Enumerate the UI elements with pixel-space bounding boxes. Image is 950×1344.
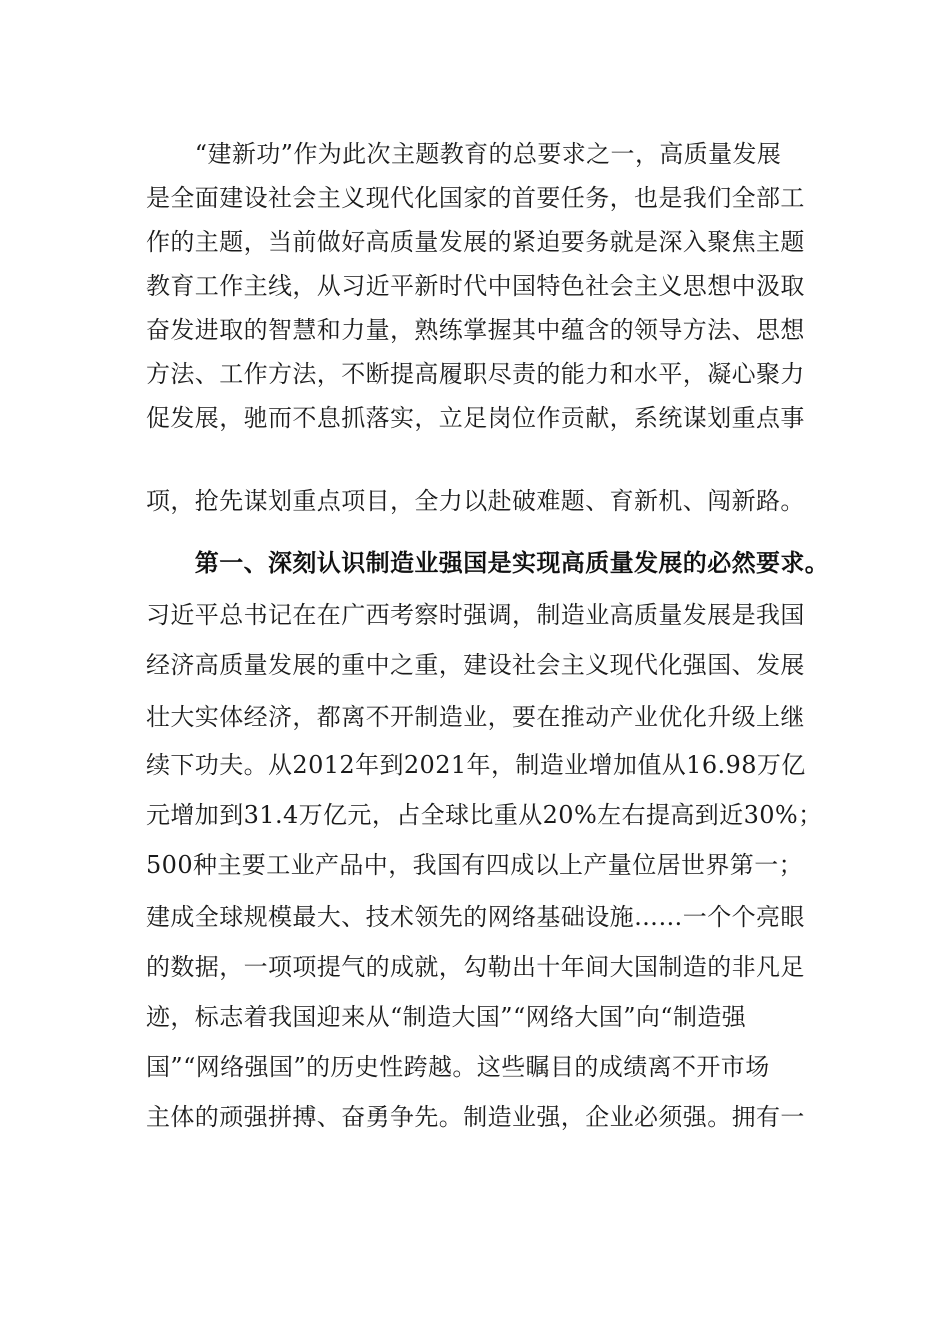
paragraph-2-line: 习近平总书记在在广西考察时强调，制造业高质量发展是我国 xyxy=(146,601,805,629)
paragraph-2-line: 的数据，一项项提气的成就，勾勒出十年间大国制造的非凡足 xyxy=(146,953,805,981)
paragraph-2-line: 国”“网络强国”的历史性跨越。这些瞩目的成绩离不开市场 xyxy=(146,1053,770,1081)
paragraph-1-line: 奋发进取的智慧和力量，熟练掌握其中蕴含的领导方法、思想 xyxy=(146,316,805,344)
paragraph-2-line: 壮大实体经济，都离不开制造业，要在推动产业优化升级上继 xyxy=(146,703,805,731)
paragraph-1-line: 方法、工作方法，不断提高履职尽责的能力和水平，凝心聚力 xyxy=(146,360,805,388)
paragraph-2-line: 500种主要工业产品中，我国有四成以上产量位居世界第一； xyxy=(146,851,804,879)
section-heading: 第一、深刻认识制造业强国是实现高质量发展的必然要求。 xyxy=(146,548,830,577)
paragraph-2-line: 主体的顽强拼搏、奋勇争先。制造业强，企业必须强。拥有一 xyxy=(146,1103,805,1131)
paragraph-1-line: 作的主题，当前做好高质量发展的紧迫要务就是深入聚焦主题 xyxy=(146,228,805,256)
paragraph-2-line: 续下功夫。从2012年到2021年，制造业增加值从16.98万亿 xyxy=(146,751,806,779)
paragraph-1-line: 促发展，驰而不息抓落实，立足岗位作贡献，系统谋划重点事 xyxy=(146,404,805,432)
paragraph-2-line: 经济高质量发展的重中之重，建设社会主义现代化强国、发展 xyxy=(146,651,805,679)
paragraph-2-line: 元增加到31.4万亿元，占全球比重从20%左右提高到近30%； xyxy=(146,801,823,829)
paragraph-2-line: 建成全球规模最大、技术领先的网络基础设施……一个个亮眼 xyxy=(146,903,805,931)
paragraph-1-line: 项，抢先谋划重点项目，全力以赴破难题、育新机、闯新路。 xyxy=(146,487,805,515)
paragraph-1-line: “建新功”作为此次主题教育的总要求之一，高质量发展 xyxy=(146,140,782,168)
paragraph-2-line: 迹，标志着我国迎来从“制造大国”“网络大国”向“制造强 xyxy=(146,1003,747,1031)
paragraph-1-line: 是全面建设社会主义现代化国家的首要任务，也是我们全部工 xyxy=(146,184,805,212)
paragraph-1-line: 教育工作主线，从习近平新时代中国特色社会主义思想中汲取 xyxy=(146,272,805,300)
